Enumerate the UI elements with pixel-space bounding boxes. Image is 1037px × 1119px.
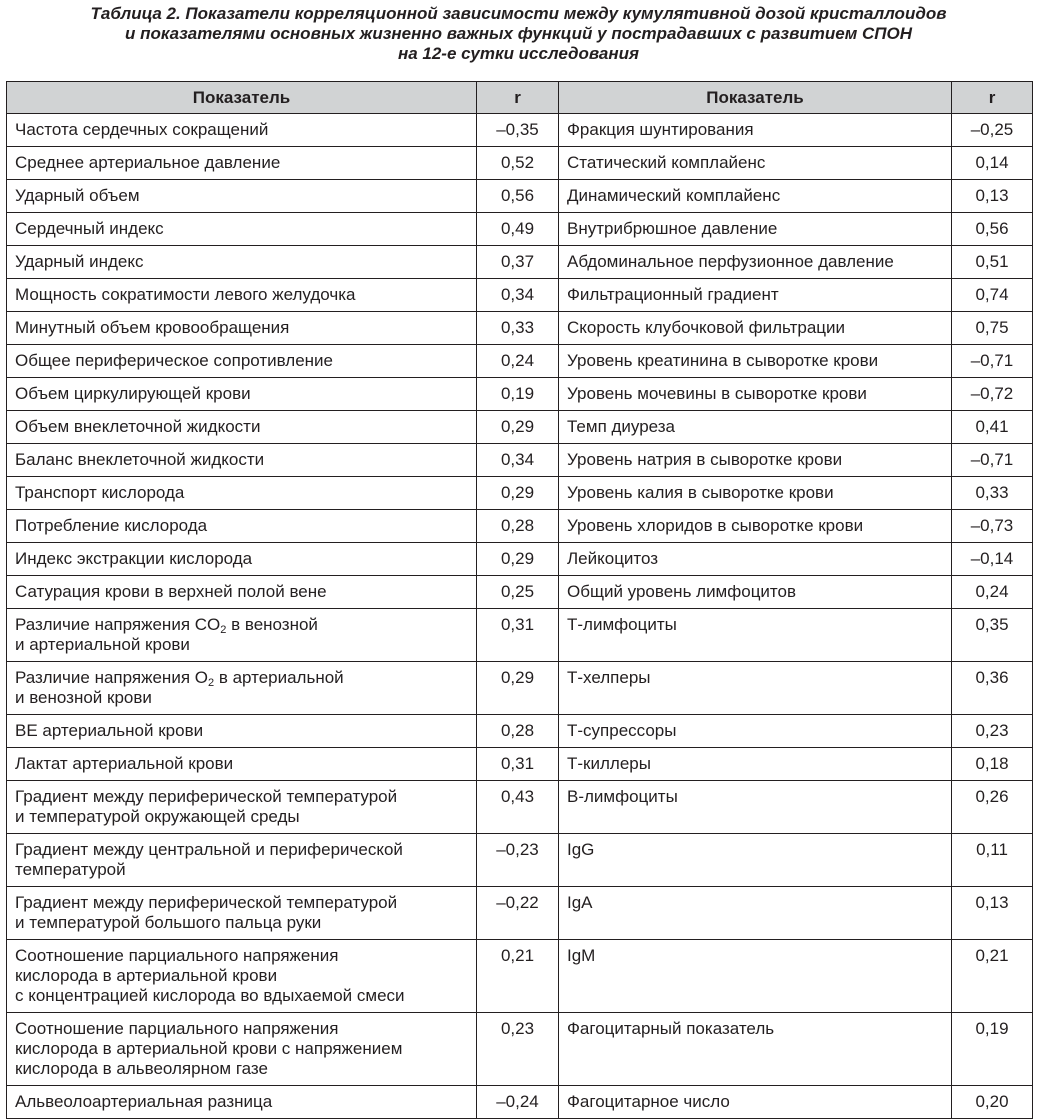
r-value-left: 0,29 — [477, 411, 559, 444]
table-row — [7, 715, 1033, 748]
indicator-right-cell: Статический комплайенс — [559, 147, 952, 180]
r-value-right: 0,36 — [952, 662, 1033, 715]
r-value-right: 0,51 — [952, 246, 1033, 279]
indicator-left-cell — [7, 180, 477, 213]
r-value-left: 0,52 — [477, 147, 559, 180]
indicator-right-cell: IgM — [559, 940, 952, 1013]
indicator-left-cell — [7, 940, 477, 1013]
indicator-text: Объем циркулирующей крови — [15, 384, 251, 403]
indicator-right-cell: Скорость клубочковой фильтрации — [559, 312, 952, 345]
r-value-right: 0,24 — [952, 576, 1033, 609]
indicator-right-cell: Общий уровень лимфоцитов — [559, 576, 952, 609]
header-row — [7, 82, 1033, 114]
indicator-text: с концентрацией кислорода во вдыхаемой смеси — [15, 986, 405, 1005]
table-caption — [0, 4, 1037, 64]
indicator-right-cell: Т-супрессоры — [559, 715, 952, 748]
indicator-left-cell — [7, 1013, 477, 1086]
indicator-right-cell: IgG — [559, 834, 952, 887]
r-value-left: 0,34 — [477, 444, 559, 477]
indicator-left-cell — [7, 543, 477, 576]
indicator-text: Общее периферическое сопротивление — [15, 351, 333, 370]
indicator-right-cell: Темп диуреза — [559, 411, 952, 444]
indicator-text: Ударный индекс — [15, 252, 144, 271]
indicator-text: и венозной крови — [15, 688, 152, 707]
indicator-right-cell: Уровень хлоридов в сыворотке крови — [559, 510, 952, 543]
table-row — [7, 147, 1033, 180]
r-value-left: 0,43 — [477, 781, 559, 834]
r-value-left: –0,23 — [477, 834, 559, 887]
r-value-left: 0,28 — [477, 510, 559, 543]
indicator-text: Градиент между центральной и периферической — [15, 840, 403, 859]
indicator-text: Лактат артериальной крови — [15, 754, 234, 773]
indicator-left-cell — [7, 411, 477, 444]
table-row — [7, 748, 1033, 781]
table-row — [7, 887, 1033, 940]
indicator-text: Транспорт кислорода — [15, 483, 185, 502]
header-r-left: r — [477, 82, 559, 114]
indicator-right-cell: Фагоцитарный показатель — [559, 1013, 952, 1086]
indicator-left-cell — [7, 781, 477, 834]
table-row — [7, 180, 1033, 213]
indicator-text: Минутный объем кровообращения — [15, 318, 290, 337]
r-value-left: 0,29 — [477, 477, 559, 510]
indicator-text: температурой — [15, 860, 126, 879]
table-row — [7, 477, 1033, 510]
r-value-right: –0,14 — [952, 543, 1033, 576]
indicator-right-cell: В-лимфоциты — [559, 781, 952, 834]
table-row — [7, 312, 1033, 345]
indicator-left-cell — [7, 576, 477, 609]
indicator-right-cell: Т-киллеры — [559, 748, 952, 781]
header-indicator-right: Показатель — [559, 82, 952, 114]
indicator-text: Частота сердечных сокращений — [15, 120, 269, 139]
indicator-left-cell — [7, 213, 477, 246]
r-value-right: –0,73 — [952, 510, 1033, 543]
indicator-right-cell: IgA — [559, 887, 952, 940]
r-value-right: 0,35 — [952, 609, 1033, 662]
indicator-right-cell: Фагоцитарное число — [559, 1086, 952, 1119]
indicator-text: Среднее артериальное давление — [15, 153, 281, 172]
indicator-right-cell: Фильтрационный градиент — [559, 279, 952, 312]
table-row — [7, 662, 1033, 715]
r-value-left: 0,56 — [477, 180, 559, 213]
table-row — [7, 345, 1033, 378]
table-row — [7, 781, 1033, 834]
r-value-right: –0,71 — [952, 345, 1033, 378]
indicator-text: Градиент между периферической температурой — [15, 787, 398, 806]
r-value-left: 0,31 — [477, 609, 559, 662]
indicator-text: Ударный объем — [15, 186, 140, 205]
indicator-text: Мощность сократимости левого желудочка — [15, 285, 356, 304]
indicator-left-cell — [7, 114, 477, 147]
subscript: 2 — [220, 624, 227, 636]
r-value-left: –0,35 — [477, 114, 559, 147]
caption-line: на 12-е сутки исследования — [397, 44, 640, 63]
caption-line: и показателями основных жизненно важных функций у пострадавших с развитием СПОН — [124, 24, 913, 43]
indicator-left-cell — [7, 378, 477, 411]
indicator-text: Сердечный индекс — [15, 219, 164, 238]
table-row — [7, 1086, 1033, 1119]
indicator-left-cell — [7, 444, 477, 477]
table-row — [7, 444, 1033, 477]
indicator-right-cell: Лейкоцитоз — [559, 543, 952, 576]
indicator-right-cell: Уровень калия в сыворотке крови — [559, 477, 952, 510]
indicator-right-cell: Т-лимфоциты — [559, 609, 952, 662]
indicator-left-cell — [7, 1086, 477, 1119]
r-value-left: 0,49 — [477, 213, 559, 246]
indicator-text: Альвеолоартериальная разница — [15, 1092, 273, 1111]
indicator-left-cell — [7, 662, 477, 715]
r-value-right: –0,71 — [952, 444, 1033, 477]
indicator-left-cell — [7, 345, 477, 378]
r-value-right: 0,56 — [952, 213, 1033, 246]
indicator-text: Баланс внеклеточной жидкости — [15, 450, 265, 469]
r-value-left: 0,29 — [477, 543, 559, 576]
r-value-right: 0,11 — [952, 834, 1033, 887]
indicator-text: Соотношение парциального напряжения — [15, 946, 339, 965]
header-indicator-left: Показатель — [7, 82, 477, 114]
r-value-right: 0,26 — [952, 781, 1033, 834]
r-value-left: 0,23 — [477, 1013, 559, 1086]
indicator-left-cell — [7, 887, 477, 940]
indicator-right-cell: Динамический комплайенс — [559, 180, 952, 213]
indicator-text: кислорода в артериальной крови с напряжением — [15, 1039, 403, 1058]
r-value-left: 0,19 — [477, 378, 559, 411]
indicator-text: и температурой окружающей среды — [15, 807, 300, 826]
indicator-right-cell: Фракция шунтирования — [559, 114, 952, 147]
indicator-right-cell: Внутрибрюшное давление — [559, 213, 952, 246]
indicator-left-cell — [7, 279, 477, 312]
r-value-left: 0,33 — [477, 312, 559, 345]
r-value-right: 0,74 — [952, 279, 1033, 312]
indicator-text: Потребление кислорода — [15, 516, 208, 535]
r-value-right: –0,72 — [952, 378, 1033, 411]
r-value-left: –0,22 — [477, 887, 559, 940]
r-value-right: 0,23 — [952, 715, 1033, 748]
table-row — [7, 543, 1033, 576]
table-row — [7, 834, 1033, 887]
r-value-right: 0,33 — [952, 477, 1033, 510]
table-row — [7, 940, 1033, 1013]
indicator-text: в артериальной — [214, 668, 344, 687]
table-row — [7, 114, 1033, 147]
caption-line: Таблица 2. Показатели корреляционной зависимости между кумулятивной дозой кристаллоидов — [90, 4, 947, 23]
header-r-right: r — [952, 82, 1033, 114]
table-row — [7, 213, 1033, 246]
r-value-left: 0,31 — [477, 748, 559, 781]
table-row — [7, 609, 1033, 662]
indicator-text: Индекс экстракции кислорода — [15, 549, 253, 568]
table-row — [7, 246, 1033, 279]
r-value-left: 0,29 — [477, 662, 559, 715]
r-value-right: 0,21 — [952, 940, 1033, 1013]
table-row — [7, 1013, 1033, 1086]
r-value-right: 0,13 — [952, 887, 1033, 940]
indicator-right-cell: Уровень креатинина в сыворотке крови — [559, 345, 952, 378]
r-value-left: 0,34 — [477, 279, 559, 312]
r-value-right: 0,14 — [952, 147, 1033, 180]
indicator-left-cell — [7, 312, 477, 345]
subscript: 2 — [207, 677, 215, 689]
r-value-right: 0,13 — [952, 180, 1033, 213]
indicator-text: BE артериальной крови — [15, 721, 204, 740]
r-value-right: –0,25 — [952, 114, 1033, 147]
r-value-right: 0,19 — [952, 1013, 1033, 1086]
indicator-left-cell — [7, 246, 477, 279]
indicator-text: Объем внеклеточной жидкости — [15, 417, 261, 436]
r-value-right: 0,20 — [952, 1086, 1033, 1119]
indicator-left-cell — [7, 715, 477, 748]
indicator-text: Соотношение парциального напряжения — [15, 1019, 339, 1038]
indicator-text: Градиент между периферической температурой — [15, 893, 398, 912]
indicator-text: кислорода в артериальной крови — [15, 966, 278, 985]
table-row — [7, 378, 1033, 411]
indicator-text: Сатурация крови в верхней полой вене — [15, 582, 327, 601]
table-row — [7, 411, 1033, 444]
indicator-left-cell — [7, 477, 477, 510]
indicator-left-cell — [7, 147, 477, 180]
indicator-right-cell: Т-хелперы — [559, 662, 952, 715]
indicator-left-cell — [7, 609, 477, 662]
r-value-left: 0,25 — [477, 576, 559, 609]
indicator-left-cell — [7, 834, 477, 887]
indicator-left-cell — [7, 510, 477, 543]
r-value-left: 0,28 — [477, 715, 559, 748]
r-value-left: 0,24 — [477, 345, 559, 378]
indicator-text: Различие напряжения CO — [15, 615, 221, 634]
indicator-text: Различие напряжения O — [15, 668, 208, 687]
r-value-left: 0,21 — [477, 940, 559, 1013]
indicator-text: и артериальной крови — [15, 635, 190, 654]
r-value-left: 0,37 — [477, 246, 559, 279]
r-value-right: 0,41 — [952, 411, 1033, 444]
indicator-right-cell: Абдоминальное перфузионное давление — [559, 246, 952, 279]
correlation-table — [6, 81, 1033, 1119]
table-row — [7, 510, 1033, 543]
r-value-right: 0,75 — [952, 312, 1033, 345]
indicator-right-cell: Уровень мочевины в сыворотке крови — [559, 378, 952, 411]
indicator-text: в венозной — [226, 615, 318, 634]
indicator-left-cell — [7, 748, 477, 781]
r-value-right: 0,18 — [952, 748, 1033, 781]
indicator-right-cell: Уровень натрия в сыворотке крови — [559, 444, 952, 477]
table-row — [7, 576, 1033, 609]
indicator-text: и температурой большого пальца руки — [15, 913, 322, 932]
indicator-text: кислорода в альвеолярном газе — [15, 1059, 268, 1078]
r-value-left: –0,24 — [477, 1086, 559, 1119]
table-row — [7, 279, 1033, 312]
